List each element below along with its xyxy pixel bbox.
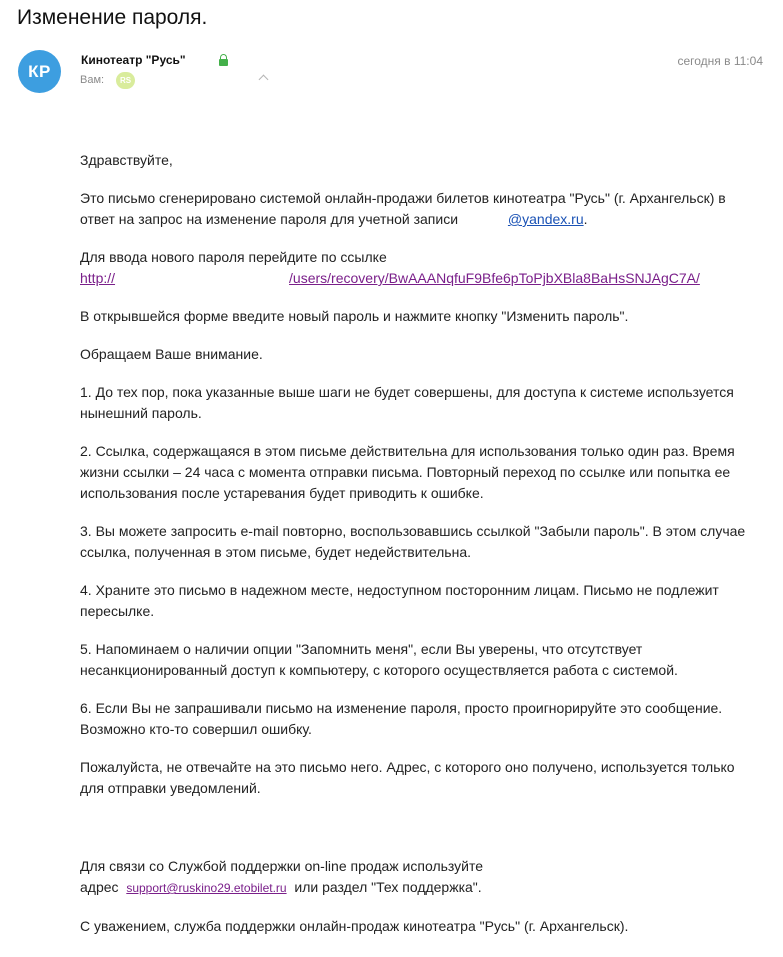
point-4: 4. Храните это письмо в надежном месте, недоступном посторонним лицам. Письмо не подлежит пересылке. — [80, 582, 719, 619]
signature: С уважением, служба поддержки онлайн-продаж кинотеатра "Русь" (г. Архангельск). — [80, 918, 629, 934]
support-paragraph — [80, 856, 760, 899]
recipient-label: Вам: — [80, 74, 105, 86]
intro-paragraph: Это письмо сгенерировано системой онлайн-продажи билетов кинотеатра "Русь" (г. Архангельск) в ответ на запрос на изменение пароля для учетной записи @yandex.ru. — [80, 190, 726, 227]
intro-text: Это письмо сгенерировано системой онлайн-продажи билетов кинотеатра "Русь" (г. Архангельск) в ответ на запрос на изменение пароля для учетной записи — [80, 190, 726, 227]
account-email-link[interactable]: @yandex.ru — [507, 211, 584, 227]
link-intro: Для ввода нового пароля перейдите по ссылке — [80, 249, 387, 265]
point-1: 1. До тех пор, пока указанные выше шаги не будет совершены, для доступа к системе используется нынешний пароль. — [80, 384, 734, 421]
instruction-paragraph: В открывшейся форме введите новый пароль и нажмите кнопку "Изменить пароль". — [80, 308, 629, 324]
recovery-link-path: /users/recovery/BwAAANqfuF9Bfe6pToPjbXBla8BaHsSNJAgC7A/ — [289, 270, 700, 286]
attention-paragraph: Обращаем Ваше внимание. — [80, 346, 263, 362]
no-reply-paragraph: Пожалуйста, не отвечайте на это письмо него. Адрес, с которого оно получено, используется только для отправки уведомлений. — [80, 759, 735, 796]
link-paragraph — [80, 247, 760, 289]
sender-name[interactable]: Кинотеатр "Русь" — [81, 53, 186, 67]
point-3: 3. Вы можете запросить e-mail повторно, воспользовавшись ссылкой "Забыли пароль". В этом случае ссылка, полученная в этом письме, будет недействительна. — [80, 523, 746, 560]
point-2: 2. Ссылка, содержащаяся в этом письме действительна для использования только один раз. Время жизни ссылки – 24 часа с момента отправки письма. Повторный переход по ссылке или попытка ее использования после устаревания будет приводить к ошибке. — [80, 443, 735, 501]
point-5: 5. Напоминаем о наличии опции "Запомнить меня", если Вы уверены, что отсутствует несанкционированный доступ к компьютеру, с которого осуществляется работа с системой. — [80, 641, 678, 678]
support-suffix: или раздел "Тех поддержка". — [294, 879, 482, 895]
point-6: 6. Если Вы не запрашивали письмо на изменение пароля, просто проигнорируйте это сообщение. Возможно кто-то совершил ошибку. — [80, 700, 723, 737]
sender-avatar[interactable]: КР — [18, 50, 61, 93]
support-email-link[interactable]: support@ruskino29.etobilet.ru — [126, 881, 287, 895]
recovery-link[interactable] — [80, 270, 700, 286]
email-body — [80, 150, 760, 954]
email-date: сегодня в 11:04 — [677, 54, 763, 68]
email-subject: Изменение пароля. — [17, 6, 208, 29]
recipient-avatar[interactable]: RS — [116, 72, 135, 89]
support-prefix: адрес — [80, 879, 119, 895]
recovery-link-prefix: http:// — [80, 270, 116, 286]
support-line: Для связи со Службой поддержки on-line продаж используйте — [80, 858, 484, 874]
lock-icon — [219, 54, 228, 66]
greeting: Здравствуйте, — [80, 152, 173, 168]
chevron-up-icon[interactable] — [259, 75, 269, 85]
